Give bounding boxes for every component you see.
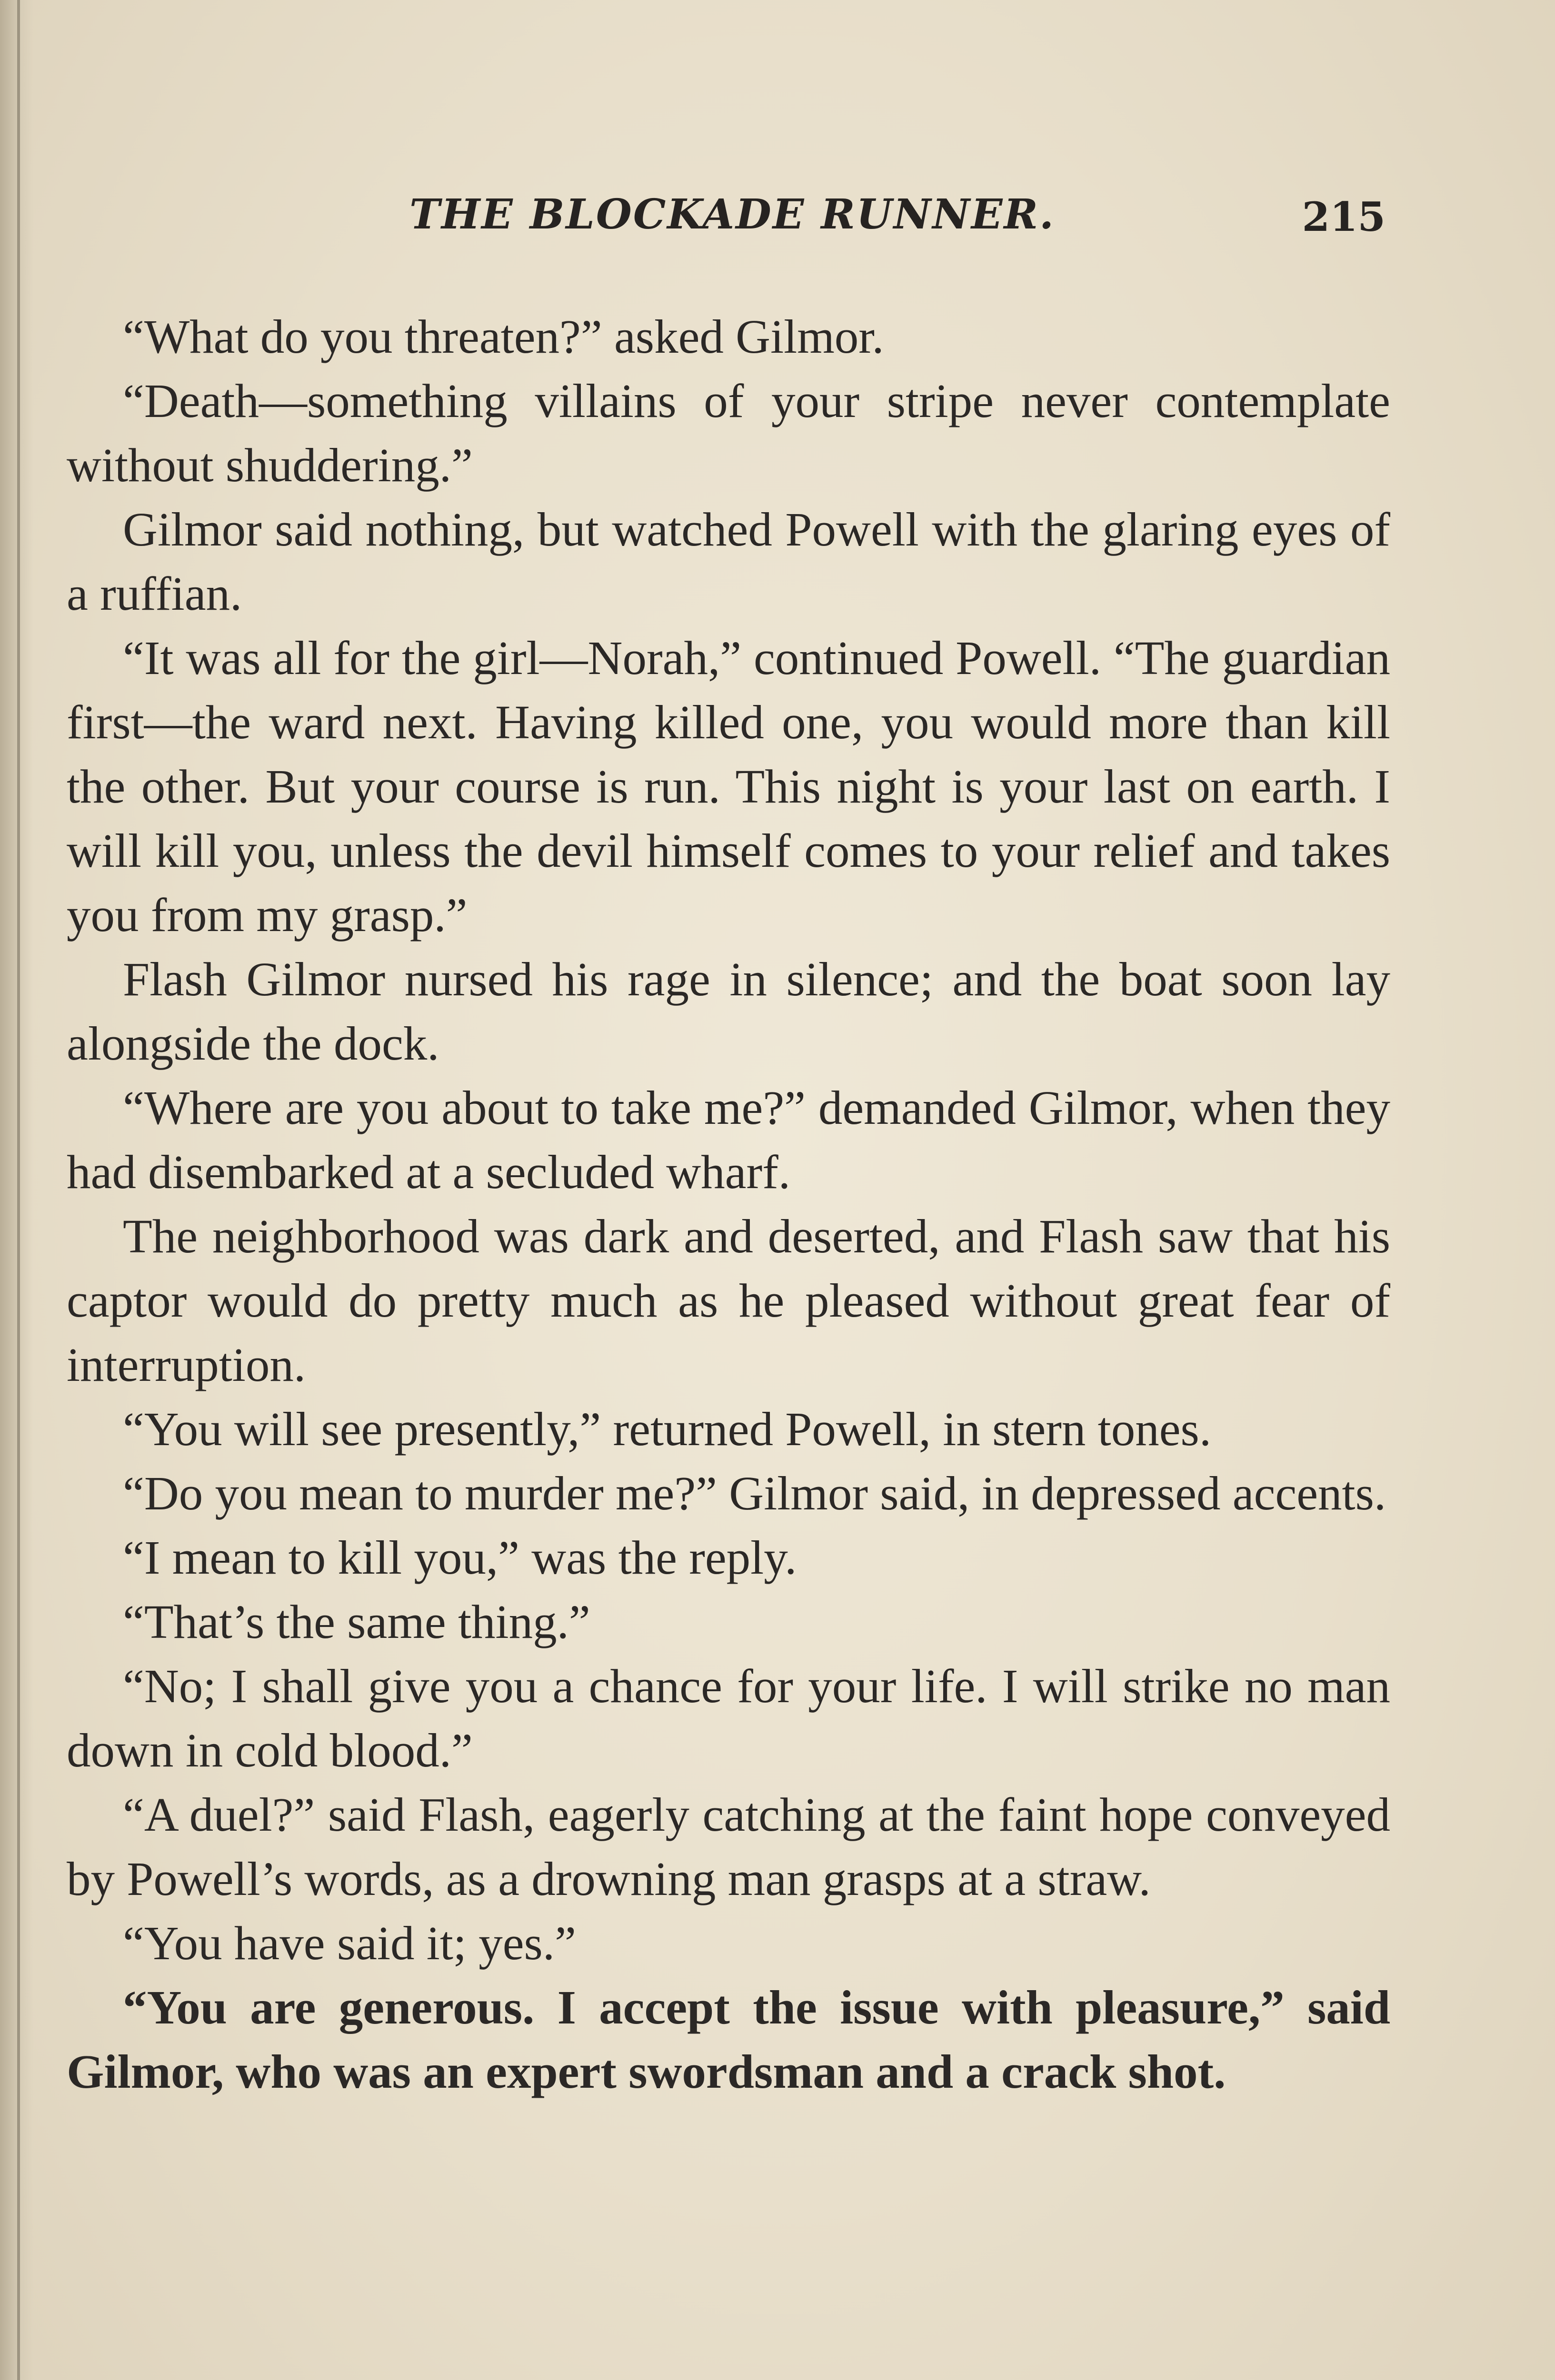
paragraph: “It was all for the girl—Norah,” continued Powell. “The guardian first—the ward next. Having killed one, you would more than kill the other. But your course is run. This night is your last on earth. I will kill you, unless the devil himself comes to your relief and takes you from my grasp.”	[67, 631, 1390, 942]
page-number: 215	[1302, 193, 1386, 240]
paragraph: “You have said it; yes.”	[123, 1916, 576, 1970]
paragraph: Gilmor said nothing, but watched Powell with the glaring eyes of a ruffian.	[67, 503, 1390, 620]
running-title: THE BLOCKADE RUNNER.	[409, 190, 1055, 238]
paragraph: “You will see presently,” returned Powell, in stern tones.	[123, 1402, 1212, 1456]
paragraph: “That’s the same thing.”	[123, 1595, 590, 1648]
paragraph: “You are generous. I accept the issue with pleasure,” said Gilmor, who was an expert swordsman and a crack shot.	[67, 1981, 1390, 2098]
paragraph: “Where are you about to take me?” demanded Gilmor, when they had disembarked at a secluded wharf.	[67, 1081, 1390, 1199]
paragraph: “Death—something villains of your stripe never contemplate without shuddering.”	[67, 374, 1390, 492]
spine-line	[17, 0, 20, 2380]
paragraph: The neighborhood was dark and deserted, and Flash saw that his captor would do pretty much as he pleased without great fear of interruption.	[67, 1210, 1390, 1391]
paragraph: “What do you threaten?” asked Gilmor.	[123, 310, 884, 363]
page-header	[67, 190, 1390, 252]
paragraph: Flash Gilmor nursed his rage in silence; and the boat soon lay alongside the dock.	[67, 952, 1390, 1070]
paragraph: “I mean to kill you,” was the reply.	[123, 1531, 797, 1584]
body-text	[67, 305, 1390, 2104]
paragraph: “A duel?” said Flash, eagerly catching at the faint hope conveyed by Powell’s words, as a drowning man grasps at a straw.	[67, 1788, 1390, 1905]
spine-shadow	[0, 0, 33, 2380]
paragraph: “No; I shall give you a chance for your life. I will strike no man down in cold blood.”	[67, 1659, 1390, 1777]
paragraph: “Do you mean to murder me?” Gilmor said, in depressed accents.	[123, 1467, 1386, 1520]
